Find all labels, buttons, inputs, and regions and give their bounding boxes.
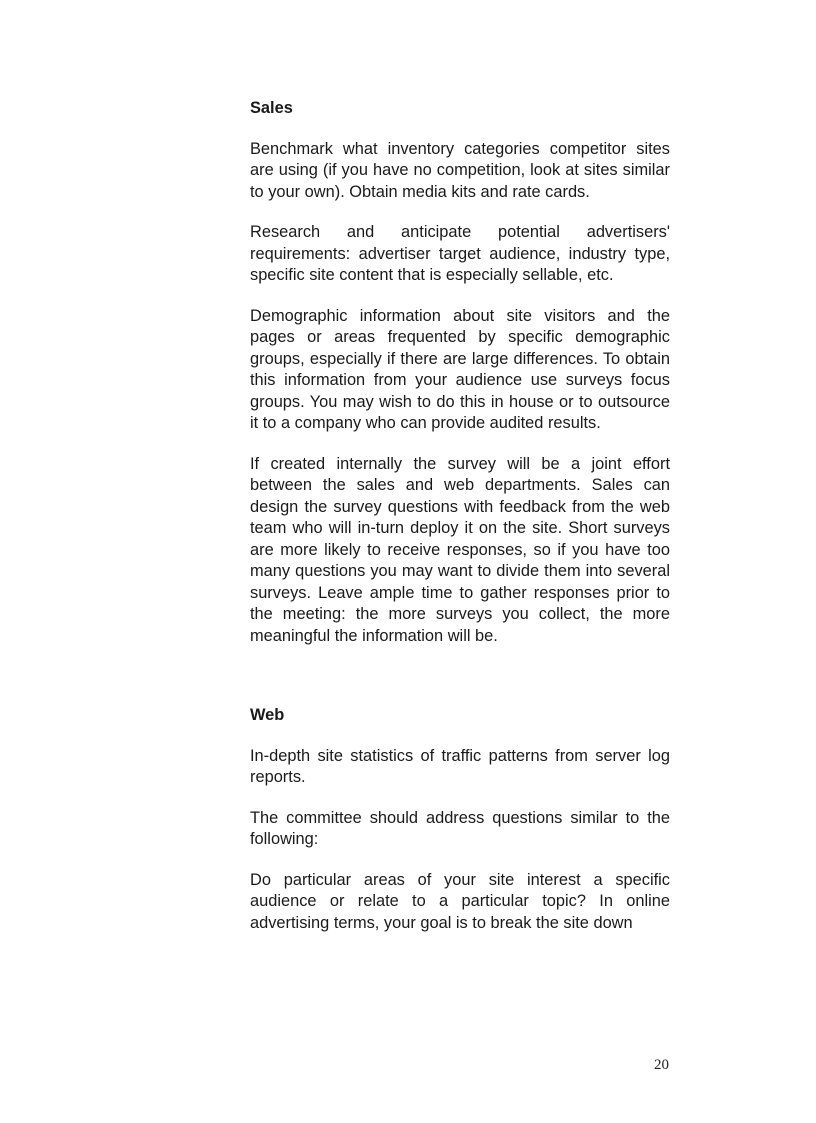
page-content bbox=[250, 98, 670, 934]
sales-paragraph-demographic: Demographic information about site visitors and the pages or areas frequented by specific demographic groups, especially if there are large differences. To obtain this information from your audience use surveys focus groups. You may wish to do this in house or to outsource it to a company who can provide audited results. bbox=[250, 306, 670, 432]
sales-paragraph-research: Research and anticipate potential advertisers' requirements: advertiser target audience, industry type, specific site content that is especially sellable, etc. bbox=[250, 223, 670, 284]
sales-body bbox=[250, 139, 670, 648]
web-paragraph-audience: Do particular areas of your site interest a specific audience or relate to a particular topic? In online advertising terms, your goal is to break the site down bbox=[250, 870, 670, 932]
web-body bbox=[250, 746, 670, 935]
web-section bbox=[250, 705, 670, 934]
sales-section bbox=[250, 98, 670, 647]
web-paragraph-statistics: In-depth site statistics of traffic patterns from server log reports. bbox=[250, 746, 670, 786]
web-paragraph-committee: The committee should address questions similar to the following: bbox=[250, 808, 670, 848]
page-number: 20 bbox=[654, 1057, 669, 1073]
sales-paragraph-survey: If created internally the survey will be a joint effort between the sales and web departments. Sales can design the survey questions with feedback from the web team who will in-turn deploy it on the site. Short surveys are more likely to receive responses, so if you have too many questions you may want to divide them into several surveys. Leave ample time to gather responses prior to the meeting: the more surveys you collect, the more meaningful the information will be. bbox=[250, 454, 670, 645]
sales-paragraph-benchmark: Benchmark what inventory categories competitor sites are using (if you have no competition, look at sites similar to your own). Obtain media kits and rate cards. bbox=[250, 139, 670, 201]
sales-heading: Sales bbox=[250, 99, 293, 117]
web-heading: Web bbox=[250, 706, 285, 724]
